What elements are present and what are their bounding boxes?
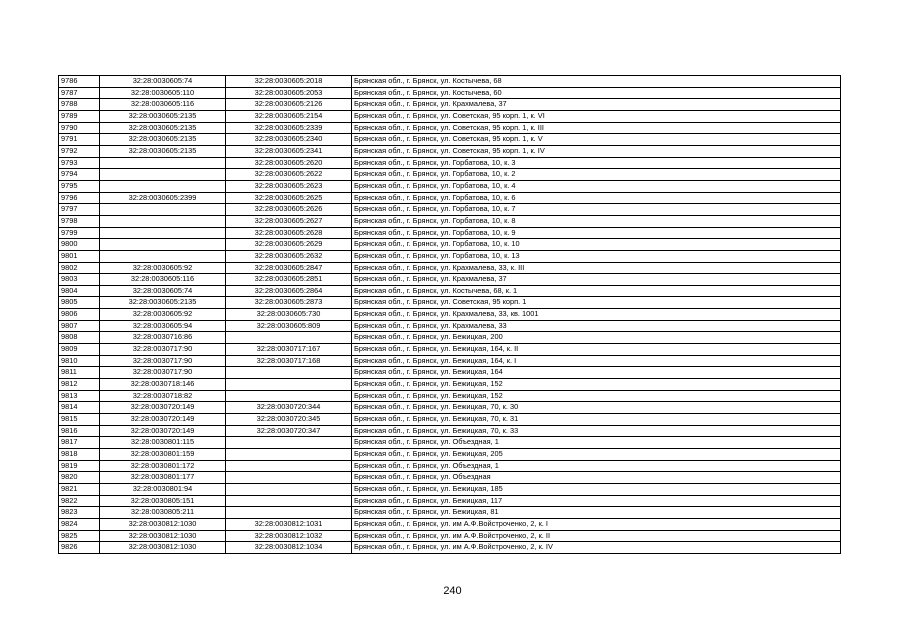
parcel-cadastral-cell: 32:28:0030812:1030	[100, 542, 226, 554]
object-cadastral-cell: 32:28:0030605:2629	[226, 239, 352, 251]
object-cadastral-cell: 32:28:0030605:2632	[226, 250, 352, 262]
parcel-cadastral-cell	[100, 180, 226, 192]
row-number-cell: 9816	[59, 425, 100, 437]
row-number-cell: 9821	[59, 483, 100, 495]
row-number-cell: 9826	[59, 542, 100, 554]
parcel-cadastral-cell	[100, 204, 226, 216]
object-cadastral-cell	[226, 437, 352, 449]
row-number-cell: 9825	[59, 530, 100, 542]
table-row	[59, 379, 841, 391]
address-cell: Брянская обл., г. Брянск, ул. Советская, 95 корп. 1, к. V	[352, 134, 841, 146]
address-cell: Брянская обл., г. Брянск, ул. Бежицкая, 70, к. 31	[352, 414, 841, 426]
address-cell: Брянская обл., г. Брянск, ул. Бежицкая, 205	[352, 449, 841, 461]
table-row	[59, 262, 841, 274]
table-row	[59, 110, 841, 122]
table-row	[59, 274, 841, 286]
parcel-cadastral-cell	[100, 157, 226, 169]
object-cadastral-cell: 32:28:0030717:168	[226, 355, 352, 367]
address-cell: Брянская обл., г. Брянск, ул. им А.Ф.Войстроченко, 2, к. I	[352, 518, 841, 530]
parcel-cadastral-cell: 32:28:0030720:149	[100, 414, 226, 426]
object-cadastral-cell	[226, 495, 352, 507]
row-number-cell: 9815	[59, 414, 100, 426]
registry-table	[58, 75, 841, 554]
row-number-cell: 9789	[59, 110, 100, 122]
table-row	[59, 87, 841, 99]
address-cell: Брянская обл., г. Брянск, ул. им А.Ф.Войстроченко, 2, к. II	[352, 530, 841, 542]
object-cadastral-cell: 32:28:0030605:2625	[226, 192, 352, 204]
object-cadastral-cell: 32:28:0030720:345	[226, 414, 352, 426]
address-cell: Брянская обл., г. Брянск, ул. Горбатова, 10, к. 9	[352, 227, 841, 239]
parcel-cadastral-cell: 32:28:0030801:172	[100, 460, 226, 472]
table-row	[59, 472, 841, 484]
table-row	[59, 99, 841, 111]
object-cadastral-cell	[226, 472, 352, 484]
table-row	[59, 180, 841, 192]
parcel-cadastral-cell: 32:28:0030605:110	[100, 87, 226, 99]
row-number-cell: 9817	[59, 437, 100, 449]
table-row	[59, 355, 841, 367]
address-cell: Брянская обл., г. Брянск, ул. им А.Ф.Войстроченко, 2, к. IV	[352, 542, 841, 554]
object-cadastral-cell: 32:28:0030720:344	[226, 402, 352, 414]
address-cell: Брянская обл., г. Брянск, ул. Бежицкая, 164, к. II	[352, 344, 841, 356]
row-number-cell: 9791	[59, 134, 100, 146]
parcel-cadastral-cell: 32:28:0030605:2399	[100, 192, 226, 204]
row-number-cell: 9797	[59, 204, 100, 216]
parcel-cadastral-cell: 32:28:0030605:74	[100, 285, 226, 297]
table-row	[59, 332, 841, 344]
address-cell: Брянская обл., г. Брянск, ул. Объездная, 1	[352, 437, 841, 449]
table-row	[59, 239, 841, 251]
table-row	[59, 542, 841, 554]
parcel-cadastral-cell: 32:28:0030805:211	[100, 507, 226, 519]
object-cadastral-cell: 32:28:0030605:2628	[226, 227, 352, 239]
table-row	[59, 495, 841, 507]
row-number-cell: 9793	[59, 157, 100, 169]
table-row	[59, 483, 841, 495]
parcel-cadastral-cell: 32:28:0030718:82	[100, 390, 226, 402]
object-cadastral-cell: 32:28:0030605:2340	[226, 134, 352, 146]
row-number-cell: 9799	[59, 227, 100, 239]
table-row	[59, 390, 841, 402]
parcel-cadastral-cell: 32:28:0030801:159	[100, 449, 226, 461]
address-cell: Брянская обл., г. Брянск, ул. Советская, 95 корп. 1, к. VI	[352, 110, 841, 122]
row-number-cell: 9792	[59, 145, 100, 157]
row-number-cell: 9822	[59, 495, 100, 507]
address-cell: Брянская обл., г. Брянск, ул. Горбатова, 10, к. 7	[352, 204, 841, 216]
parcel-cadastral-cell	[100, 169, 226, 181]
row-number-cell: 9808	[59, 332, 100, 344]
table-row	[59, 449, 841, 461]
row-number-cell: 9813	[59, 390, 100, 402]
parcel-cadastral-cell	[100, 250, 226, 262]
object-cadastral-cell: 32:28:0030605:2339	[226, 122, 352, 134]
address-cell: Брянская обл., г. Брянск, ул. Бежицкая, 70, к. 33	[352, 425, 841, 437]
address-cell: Брянская обл., г. Брянск, ул. Горбатова, 10, к. 4	[352, 180, 841, 192]
address-cell: Брянская обл., г. Брянск, ул. Бежицкая, 152	[352, 390, 841, 402]
parcel-cadastral-cell: 32:28:0030605:2135	[100, 297, 226, 309]
address-cell: Брянская обл., г. Брянск, ул. Объездная	[352, 472, 841, 484]
object-cadastral-cell: 32:28:0030605:2622	[226, 169, 352, 181]
row-number-cell: 9803	[59, 274, 100, 286]
row-number-cell: 9787	[59, 87, 100, 99]
address-cell: Брянская обл., г. Брянск, ул. Бежицкая, 81	[352, 507, 841, 519]
parcel-cadastral-cell: 32:28:0030605:2135	[100, 122, 226, 134]
parcel-cadastral-cell: 32:28:0030605:2135	[100, 145, 226, 157]
parcel-cadastral-cell: 32:28:0030720:149	[100, 425, 226, 437]
object-cadastral-cell: 32:28:0030605:730	[226, 309, 352, 321]
address-cell: Брянская обл., г. Брянск, ул. Костычева, 68	[352, 76, 841, 88]
parcel-cadastral-cell: 32:28:0030605:92	[100, 309, 226, 321]
address-cell: Брянская обл., г. Брянск, ул. Горбатова, 10, к. 8	[352, 215, 841, 227]
object-cadastral-cell	[226, 483, 352, 495]
registry-table-body	[59, 76, 841, 554]
address-cell: Брянская обл., г. Брянск, ул. Крахмалева, 33, кв. 1001	[352, 309, 841, 321]
table-row	[59, 460, 841, 472]
row-number-cell: 9809	[59, 344, 100, 356]
table-row	[59, 192, 841, 204]
table-row	[59, 320, 841, 332]
address-cell: Брянская обл., г. Брянск, ул. Горбатова, 10, к. 3	[352, 157, 841, 169]
table-row	[59, 215, 841, 227]
parcel-cadastral-cell: 32:28:0030812:1030	[100, 518, 226, 530]
parcel-cadastral-cell: 32:28:0030812:1030	[100, 530, 226, 542]
row-number-cell: 9800	[59, 239, 100, 251]
address-cell: Брянская обл., г. Брянск, ул. Костычева, 68, к. 1	[352, 285, 841, 297]
parcel-cadastral-cell: 32:28:0030605:92	[100, 262, 226, 274]
address-cell: Брянская обл., г. Брянск, ул. Горбатова, 10, к. 10	[352, 239, 841, 251]
table-row	[59, 145, 841, 157]
row-number-cell: 9814	[59, 402, 100, 414]
row-number-cell: 9806	[59, 309, 100, 321]
table-row	[59, 227, 841, 239]
object-cadastral-cell	[226, 449, 352, 461]
object-cadastral-cell: 32:28:0030812:1034	[226, 542, 352, 554]
object-cadastral-cell: 32:28:0030812:1032	[226, 530, 352, 542]
row-number-cell: 9823	[59, 507, 100, 519]
table-row	[59, 309, 841, 321]
page-number: 240	[443, 585, 462, 597]
object-cadastral-cell: 32:28:0030605:2018	[226, 76, 352, 88]
object-cadastral-cell: 32:28:0030605:2864	[226, 285, 352, 297]
parcel-cadastral-cell: 32:28:0030801:94	[100, 483, 226, 495]
table-row	[59, 367, 841, 379]
object-cadastral-cell: 32:28:0030605:809	[226, 320, 352, 332]
parcel-cadastral-cell	[100, 215, 226, 227]
object-cadastral-cell: 32:28:0030717:167	[226, 344, 352, 356]
parcel-cadastral-cell: 32:28:0030716:86	[100, 332, 226, 344]
row-number-cell: 9794	[59, 169, 100, 181]
table-row	[59, 344, 841, 356]
row-number-cell: 9824	[59, 518, 100, 530]
object-cadastral-cell: 32:28:0030605:2847	[226, 262, 352, 274]
parcel-cadastral-cell: 32:28:0030805:151	[100, 495, 226, 507]
table-row	[59, 297, 841, 309]
row-number-cell: 9820	[59, 472, 100, 484]
object-cadastral-cell: 32:28:0030605:2627	[226, 215, 352, 227]
table-row	[59, 414, 841, 426]
address-cell: Брянская обл., г. Брянск, ул. Советская, 95 корп. 1, к. III	[352, 122, 841, 134]
object-cadastral-cell: 32:28:0030605:2623	[226, 180, 352, 192]
address-cell: Брянская обл., г. Брянск, ул. Горбатова, 10, к. 13	[352, 250, 841, 262]
parcel-cadastral-cell: 32:28:0030801:115	[100, 437, 226, 449]
address-cell: Брянская обл., г. Брянск, ул. Бежицкая, 70, к. 30	[352, 402, 841, 414]
object-cadastral-cell	[226, 332, 352, 344]
row-number-cell: 9790	[59, 122, 100, 134]
table-row	[59, 204, 841, 216]
address-cell: Брянская обл., г. Брянск, ул. Крахмалева, 37	[352, 274, 841, 286]
address-cell: Брянская обл., г. Брянск, ул. Советская, 95 корп. 1, к. IV	[352, 145, 841, 157]
row-number-cell: 9801	[59, 250, 100, 262]
table-row	[59, 437, 841, 449]
row-number-cell: 9802	[59, 262, 100, 274]
table-row	[59, 134, 841, 146]
row-number-cell: 9812	[59, 379, 100, 391]
row-number-cell: 9804	[59, 285, 100, 297]
address-cell: Брянская обл., г. Брянск, ул. Бежицкая, 185	[352, 483, 841, 495]
address-cell: Брянская обл., г. Брянск, ул. Бежицкая, 200	[352, 332, 841, 344]
object-cadastral-cell: 32:28:0030605:2154	[226, 110, 352, 122]
table-row	[59, 122, 841, 134]
parcel-cadastral-cell	[100, 239, 226, 251]
row-number-cell: 9788	[59, 99, 100, 111]
object-cadastral-cell	[226, 390, 352, 402]
object-cadastral-cell	[226, 379, 352, 391]
row-number-cell: 9798	[59, 215, 100, 227]
address-cell: Брянская обл., г. Брянск, ул. Бежицкая, 152	[352, 379, 841, 391]
parcel-cadastral-cell: 32:28:0030801:177	[100, 472, 226, 484]
address-cell: Брянская обл., г. Брянск, ул. Советская, 95 корп. 1	[352, 297, 841, 309]
parcel-cadastral-cell	[100, 227, 226, 239]
parcel-cadastral-cell: 32:28:0030720:149	[100, 402, 226, 414]
parcel-cadastral-cell: 32:28:0030605:2135	[100, 134, 226, 146]
object-cadastral-cell: 32:28:0030605:2873	[226, 297, 352, 309]
row-number-cell: 9796	[59, 192, 100, 204]
table-row	[59, 425, 841, 437]
object-cadastral-cell	[226, 460, 352, 472]
object-cadastral-cell: 32:28:0030605:2053	[226, 87, 352, 99]
table-row	[59, 169, 841, 181]
parcel-cadastral-cell: 32:28:0030605:74	[100, 76, 226, 88]
address-cell: Брянская обл., г. Брянск, ул. Костычева, 60	[352, 87, 841, 99]
object-cadastral-cell: 32:28:0030605:2626	[226, 204, 352, 216]
row-number-cell: 9795	[59, 180, 100, 192]
object-cadastral-cell: 32:28:0030605:2620	[226, 157, 352, 169]
parcel-cadastral-cell: 32:28:0030717:90	[100, 344, 226, 356]
address-cell: Брянская обл., г. Брянск, ул. Крахмалева, 33	[352, 320, 841, 332]
row-number-cell: 9818	[59, 449, 100, 461]
parcel-cadastral-cell: 32:28:0030717:90	[100, 355, 226, 367]
object-cadastral-cell	[226, 507, 352, 519]
address-cell: Брянская обл., г. Брянск, ул. Бежицкая, 164, к. I	[352, 355, 841, 367]
address-cell: Брянская обл., г. Брянск, ул. Горбатова, 10, к. 2	[352, 169, 841, 181]
object-cadastral-cell: 32:28:0030812:1031	[226, 518, 352, 530]
table-row	[59, 285, 841, 297]
address-cell: Брянская обл., г. Брянск, ул. Бежицкая, 117	[352, 495, 841, 507]
parcel-cadastral-cell: 32:28:0030605:2135	[100, 110, 226, 122]
object-cadastral-cell	[226, 367, 352, 379]
table-row	[59, 507, 841, 519]
address-cell: Брянская обл., г. Брянск, ул. Бежицкая, 164	[352, 367, 841, 379]
parcel-cadastral-cell: 32:28:0030717:90	[100, 367, 226, 379]
row-number-cell: 9811	[59, 367, 100, 379]
object-cadastral-cell: 32:28:0030605:2341	[226, 145, 352, 157]
row-number-cell: 9819	[59, 460, 100, 472]
address-cell: Брянская обл., г. Брянск, ул. Горбатова, 10, к. 6	[352, 192, 841, 204]
table-row	[59, 402, 841, 414]
parcel-cadastral-cell: 32:28:0030605:116	[100, 99, 226, 111]
table-row	[59, 518, 841, 530]
object-cadastral-cell: 32:28:0030720:347	[226, 425, 352, 437]
table-row	[59, 530, 841, 542]
table-row	[59, 250, 841, 262]
parcel-cadastral-cell: 32:28:0030718:146	[100, 379, 226, 391]
table-row	[59, 76, 841, 88]
object-cadastral-cell: 32:28:0030605:2851	[226, 274, 352, 286]
parcel-cadastral-cell: 32:28:0030605:116	[100, 274, 226, 286]
address-cell: Брянская обл., г. Брянск, ул. Крахмалева, 37	[352, 99, 841, 111]
table-row	[59, 157, 841, 169]
row-number-cell: 9807	[59, 320, 100, 332]
row-number-cell: 9786	[59, 76, 100, 88]
address-cell: Брянская обл., г. Брянск, ул. Объездная, 1	[352, 460, 841, 472]
address-cell: Брянская обл., г. Брянск, ул. Крахмалева, 33, к. III	[352, 262, 841, 274]
parcel-cadastral-cell: 32:28:0030605:94	[100, 320, 226, 332]
object-cadastral-cell: 32:28:0030605:2126	[226, 99, 352, 111]
row-number-cell: 9805	[59, 297, 100, 309]
row-number-cell: 9810	[59, 355, 100, 367]
